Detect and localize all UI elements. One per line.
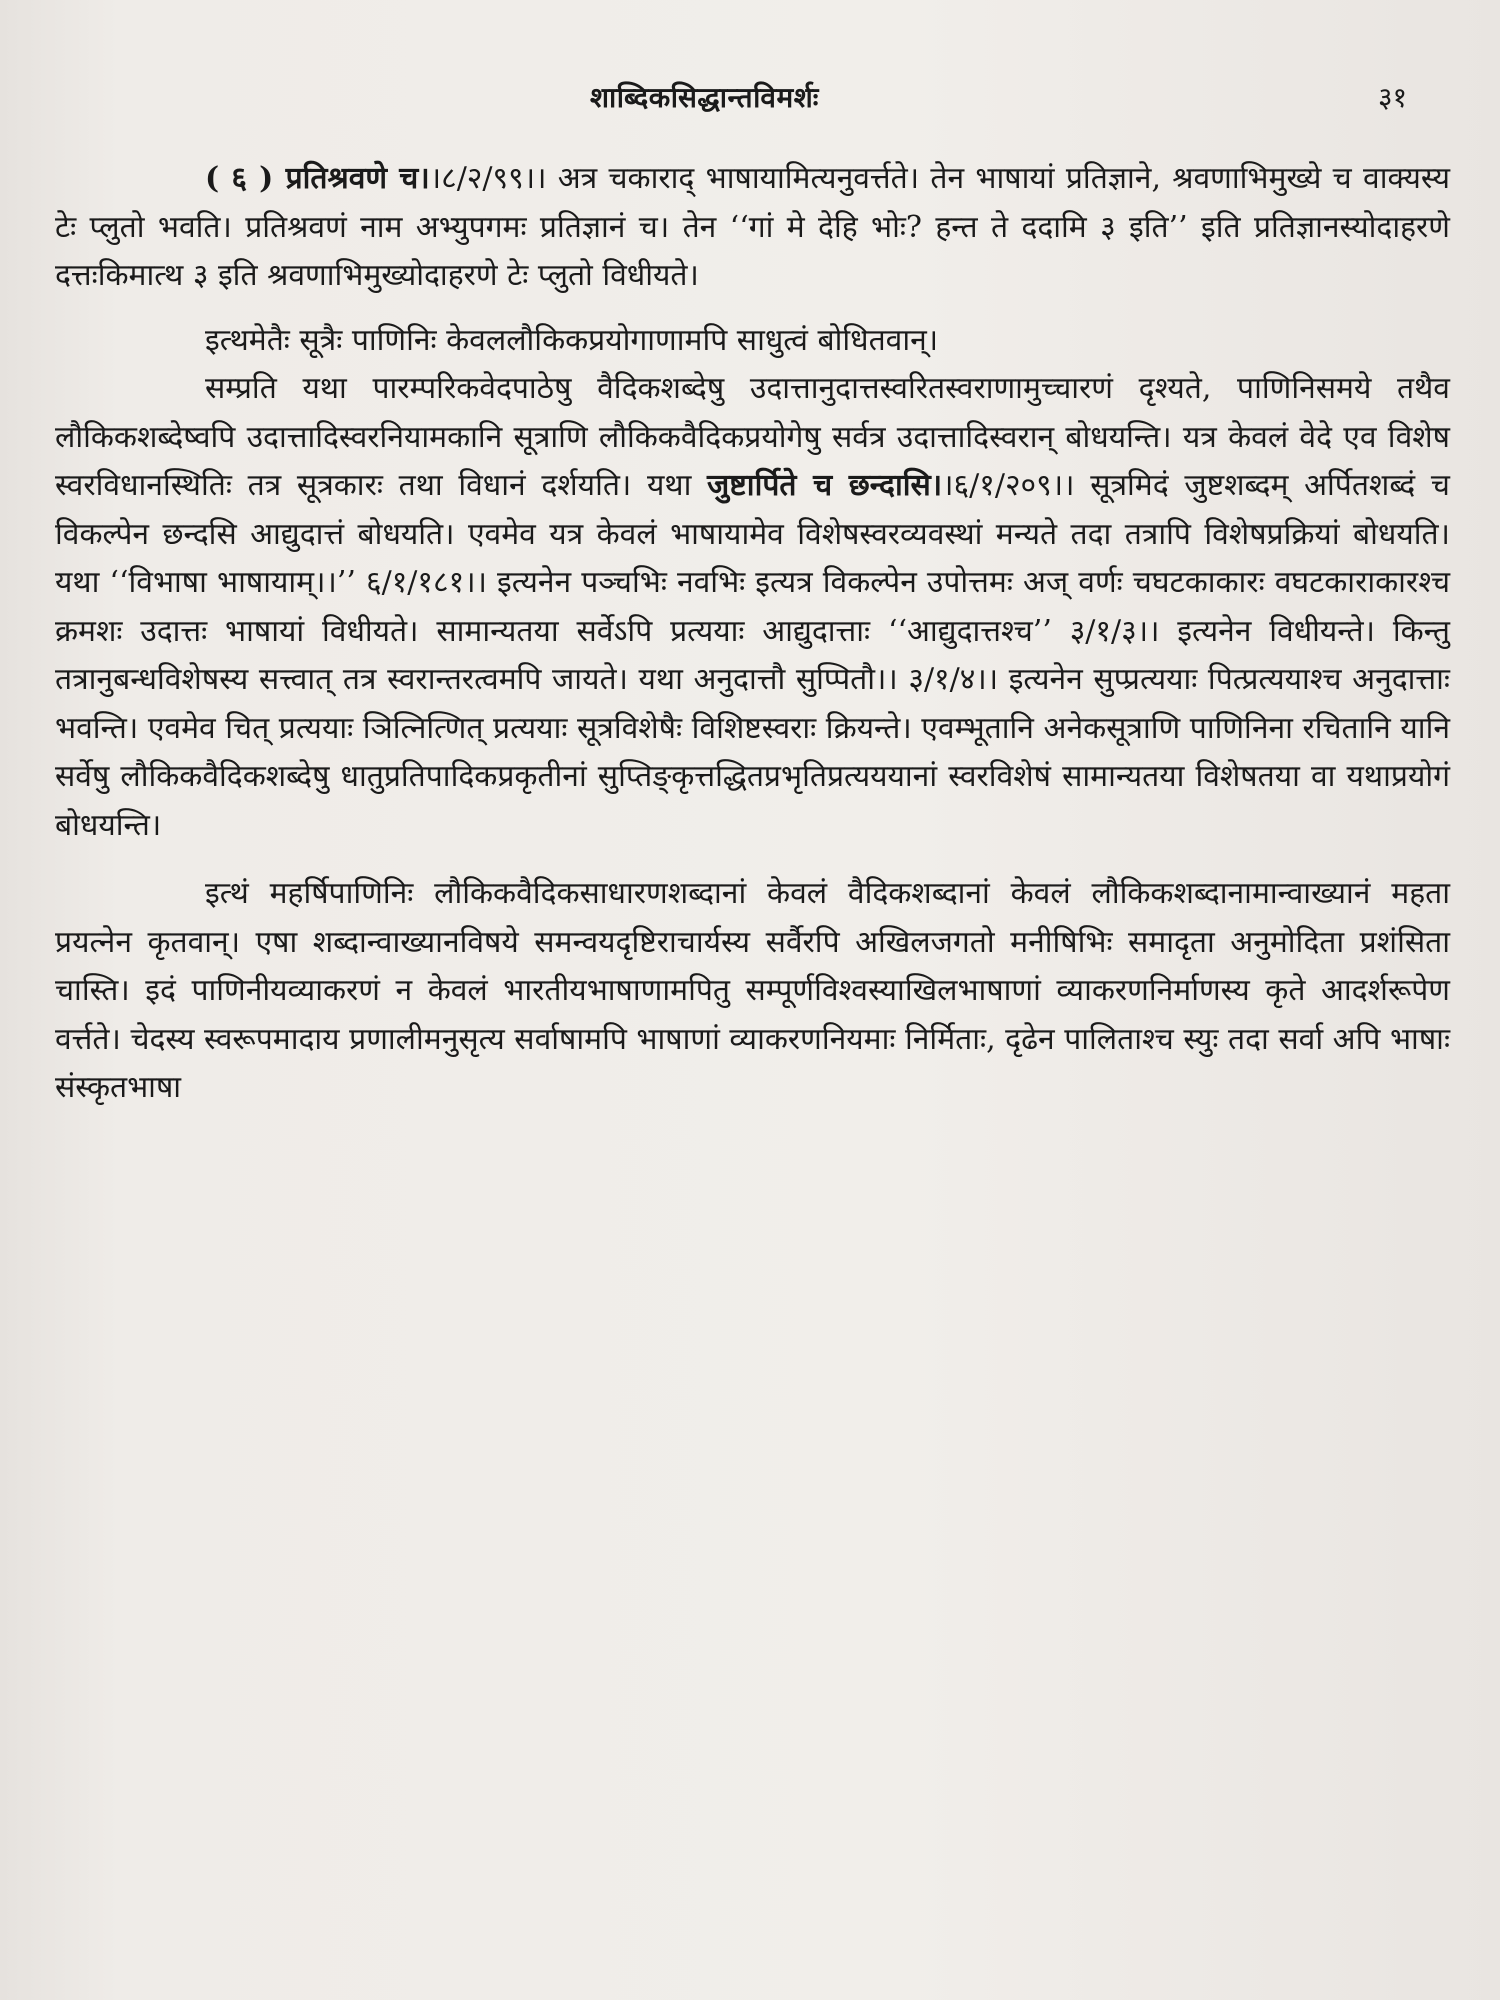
sutra-heading: ( ६ ) प्रतिश्रवणे च। <box>205 161 430 196</box>
paragraph-2-text: इत्थमेतैः सूत्रैः पाणिनिः केवललौकिकप्रयोगाणामपि साधुत्वं बोधितवान्। <box>205 322 939 358</box>
paragraph-2 <box>55 317 1450 366</box>
paragraph-1 <box>55 155 1450 301</box>
paragraph-3-text-before: सम्प्रति यथा पारम्परिकवेदपाठेषु वैदिकशब्देषु उदात्तानुदात्तस्वरितस्वराणामुच्चारणं दृश्यते, पाणिनिसमये तथैव लौकिकशब्देष्वपि उदात्तादिस्वरनियामकानि सूत्राणि लौकिकवैदिकप्रयोगेषु सर्वत्र उदात्तादिस्वरान् बोधयन्ति। यत्र केवलं वेदे एव विशेष स्वरविधानस्थितिः तत्र सूत्रकारः तथा विधानं दर्शयति। यथा <box>55 371 1450 503</box>
header-title: शाब्दिकसिद्धान्तविमर्शः <box>590 81 819 114</box>
page-number: ३१ <box>1378 81 1408 114</box>
paragraph-3-text-after: ।६/१/२०९।। सूत्रमिदं जुष्टशब्दम् अर्पितशब्दं च विकल्पेन छन्दसि आद्युदात्तं बोधयति। एवमेव यत्र केवलं भाषायामेव विशेषस्वरव्यवस्थां मन्यते तदा तत्रापि विशेषप्रक्रियां बोधयति। यथा ‘‘विभाषा भाषायाम्।।’’ ६/१/१८१।। इत्यनेन पञ्चभिः नवभिः इत्यत्र विकल्पेन उपोत्तमः अज् वर्णः चघटकाकारः वघटकाराकारश्च क्रमशः उदात्तः भाषायां विधीयते। सामान्यतया सर्वेऽपि प्रत्ययाः आद्युदात्ताः ‘‘आद्युदात्तश्च’’ ३/१/३।। इत्यनेन विधीयन्ते। किन्तु तत्रानुबन्धविशेषस्य सत्त्वात् तत्र स्वरान्तरत्वमपि जायते। यथा अनुदात्तौ सुप्पितौ।। ३/१/४।। इत्यनेन सुप्प्रत्ययाः पित्प्रत्ययाश्च अनुदात्ताः भवन्ति। एवमेव चित् प्रत्ययाः ञित्नित्णित् प्रत्ययाः सूत्रविशेषैः विशिष्टस्वराः क्रियन्ते। एवम्भूतानि अनेकसूत्राणि पाणिनिना रचितानि यानि सर्वेषु लौकिकवैदिकशब्देषु धातुप्रतिपादिकप्रकृतीनां सुप्तिङ्कृत्तद्धितप्रभृतिप्रत्यययानां स्वरविशेषं सामान्यतया विशेषतया वा यथाप्रयोगं बोधयन्ति। <box>55 468 1450 843</box>
paragraph-3 <box>55 365 1450 850</box>
sutra-quote: जुष्टार्पिते च छन्दासि। <box>707 468 943 503</box>
running-header <box>0 74 1500 124</box>
body-text <box>55 155 1450 1113</box>
paragraph-4 <box>55 870 1450 1113</box>
paragraph-4-text: इत्थं महर्षिपाणिनिः लौकिकवैदिकसाधारणशब्दानां केवलं वैदिकशब्दानां केवलं लौकिकशब्दानामान्वाख्यानं महता प्रयत्नेन कृतवान्। एषा शब्दान्वाख्यानविषये समन्वयदृष्टिराचार्यस्य सर्वैरपि अखिलजगतो मनीषिभिः समादृता अनुमोदिता प्रशंसिता चास्ति। इदं पाणिनीयव्याकरणं न केवलं भारतीयभाषाणामपितु सम्पूर्णविश्वस्याखिलभाषाणां व्याकरणनिर्माणस्य कृते आदर्शरूपेण वर्त्तते। चेदस्य स्वरूपमादाय प्रणालीमनुसृत्य सर्वाषामपि भाषाणां व्याकरणनियमाः निर्मिताः, दृढेन पालिताश्च स्युः तदा सर्वा अपि भाषाः संस्कृतभाषा <box>55 876 1450 1105</box>
paragraph-1-text: ।८/२/९९।। अत्र चकाराद् भाषायामित्यनुवर्त्तते। तेन भाषायां प्रतिज्ञाने, श्रवणाभिमुख्ये च वाक्यस्य टेः प्लुतो भवति। प्रतिश्रवणं नाम अभ्युपगमः प्रतिज्ञानं च। तेन ‘‘गां मे देहि भोः? हन्त ते ददामि ३ इति’’ इति प्रतिज्ञानस्योदाहरणे दत्तःकिमात्थ ३ इति श्रवणाभिमुख्योदाहरणे टेः प्लुतो विधीयते। <box>55 161 1450 293</box>
